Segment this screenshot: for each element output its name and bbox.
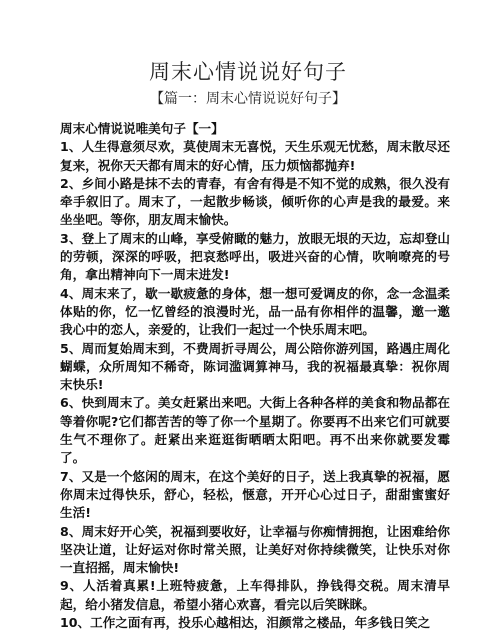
paragraph: 3、登上了周末的山峰，享受俯瞰的魅力，放眼无垠的天边，忘却登山的劳顿，深深的呼吸，把哀愁呼出，吸进兴奋的心情，吹响嘹亮的号角，拿出精神向下一周末进发! (60, 230, 450, 283)
paragraph: 8、周末好开心笑，祝福到要收好，让幸福与你痴情拥抱，让困难给你坚决让道，让好运对你时常关照，让美好对你持续微笑，让快乐对你一直招摇，周末愉快! (60, 523, 450, 576)
paragraph: 6、快到周末了。美女赶紧出来吧。大街上各种各样的美食和物品都在等着你呢?它们都苦苦的等了你一个星期了。你要再不出来它们可就要生气不理你了。赶紧出来逛逛街晒晒太阳吧。再不出来你就要发霉了。 (60, 395, 450, 466)
document-title: 周末心情说说好句子 (149, 60, 347, 84)
paragraph: 7、又是一个悠闲的周末，在这个美好的日子，送上我真挚的祝福，愿你周末过得快乐，舒心，轻松，惬意，开开心心过日子，甜甜蜜蜜好生活! (60, 468, 450, 521)
paragraph: 4、周末来了，歇一歇疲惫的身体，想一想可爱调皮的你，念一念温柔体贴的你，忆一忆曾经的浪漫时光，品一品有你相伴的温馨，邀一邀我心中的恋人，亲爱的，让我们一起过一个快乐周末吧。 (60, 285, 450, 338)
paragraph: 9、人活着真累!上班特疲惫，上车得排队，挣钱得交税。周末清早起，给小猪发信息，希望小猪心欢喜，看完以后笑眯眯。 (60, 578, 450, 612)
document-body (60, 120, 450, 632)
section-heading: 周末心情说说唯美句子【一】 (60, 121, 224, 136)
paragraph: 10、工作之面有再，投乐心越相达，泪颜常之楼品，年多钱日笑之 (60, 615, 431, 631)
paragraph: 2、乡间小路是抹不去的青春，有舍有得是不知不觉的成熟，很久没有牵手叙旧了。周末了，一起散步畅谈，倾听你的心声是我的最爱。来坐坐吧。等你，朋友周末愉快。 (60, 175, 450, 228)
document-subtitle: 【篇一：周末心情说说好句子】 (150, 91, 346, 107)
paragraph: 1、人生得意须尽欢，莫使周末无喜悦，天生乐观无忧愁，周末散尽还复来，祝你天天都有周末的好心情，压力烦恼都抛弃! (60, 139, 450, 173)
paragraph: 5、周而复始周末到，不费周折寻周公，周公陪你游列国，路遇庄周化蝴蝶，众所周知不稀奇，陈词滥调算神马，我的祝福最真挚：祝你周末快乐! (60, 340, 450, 393)
